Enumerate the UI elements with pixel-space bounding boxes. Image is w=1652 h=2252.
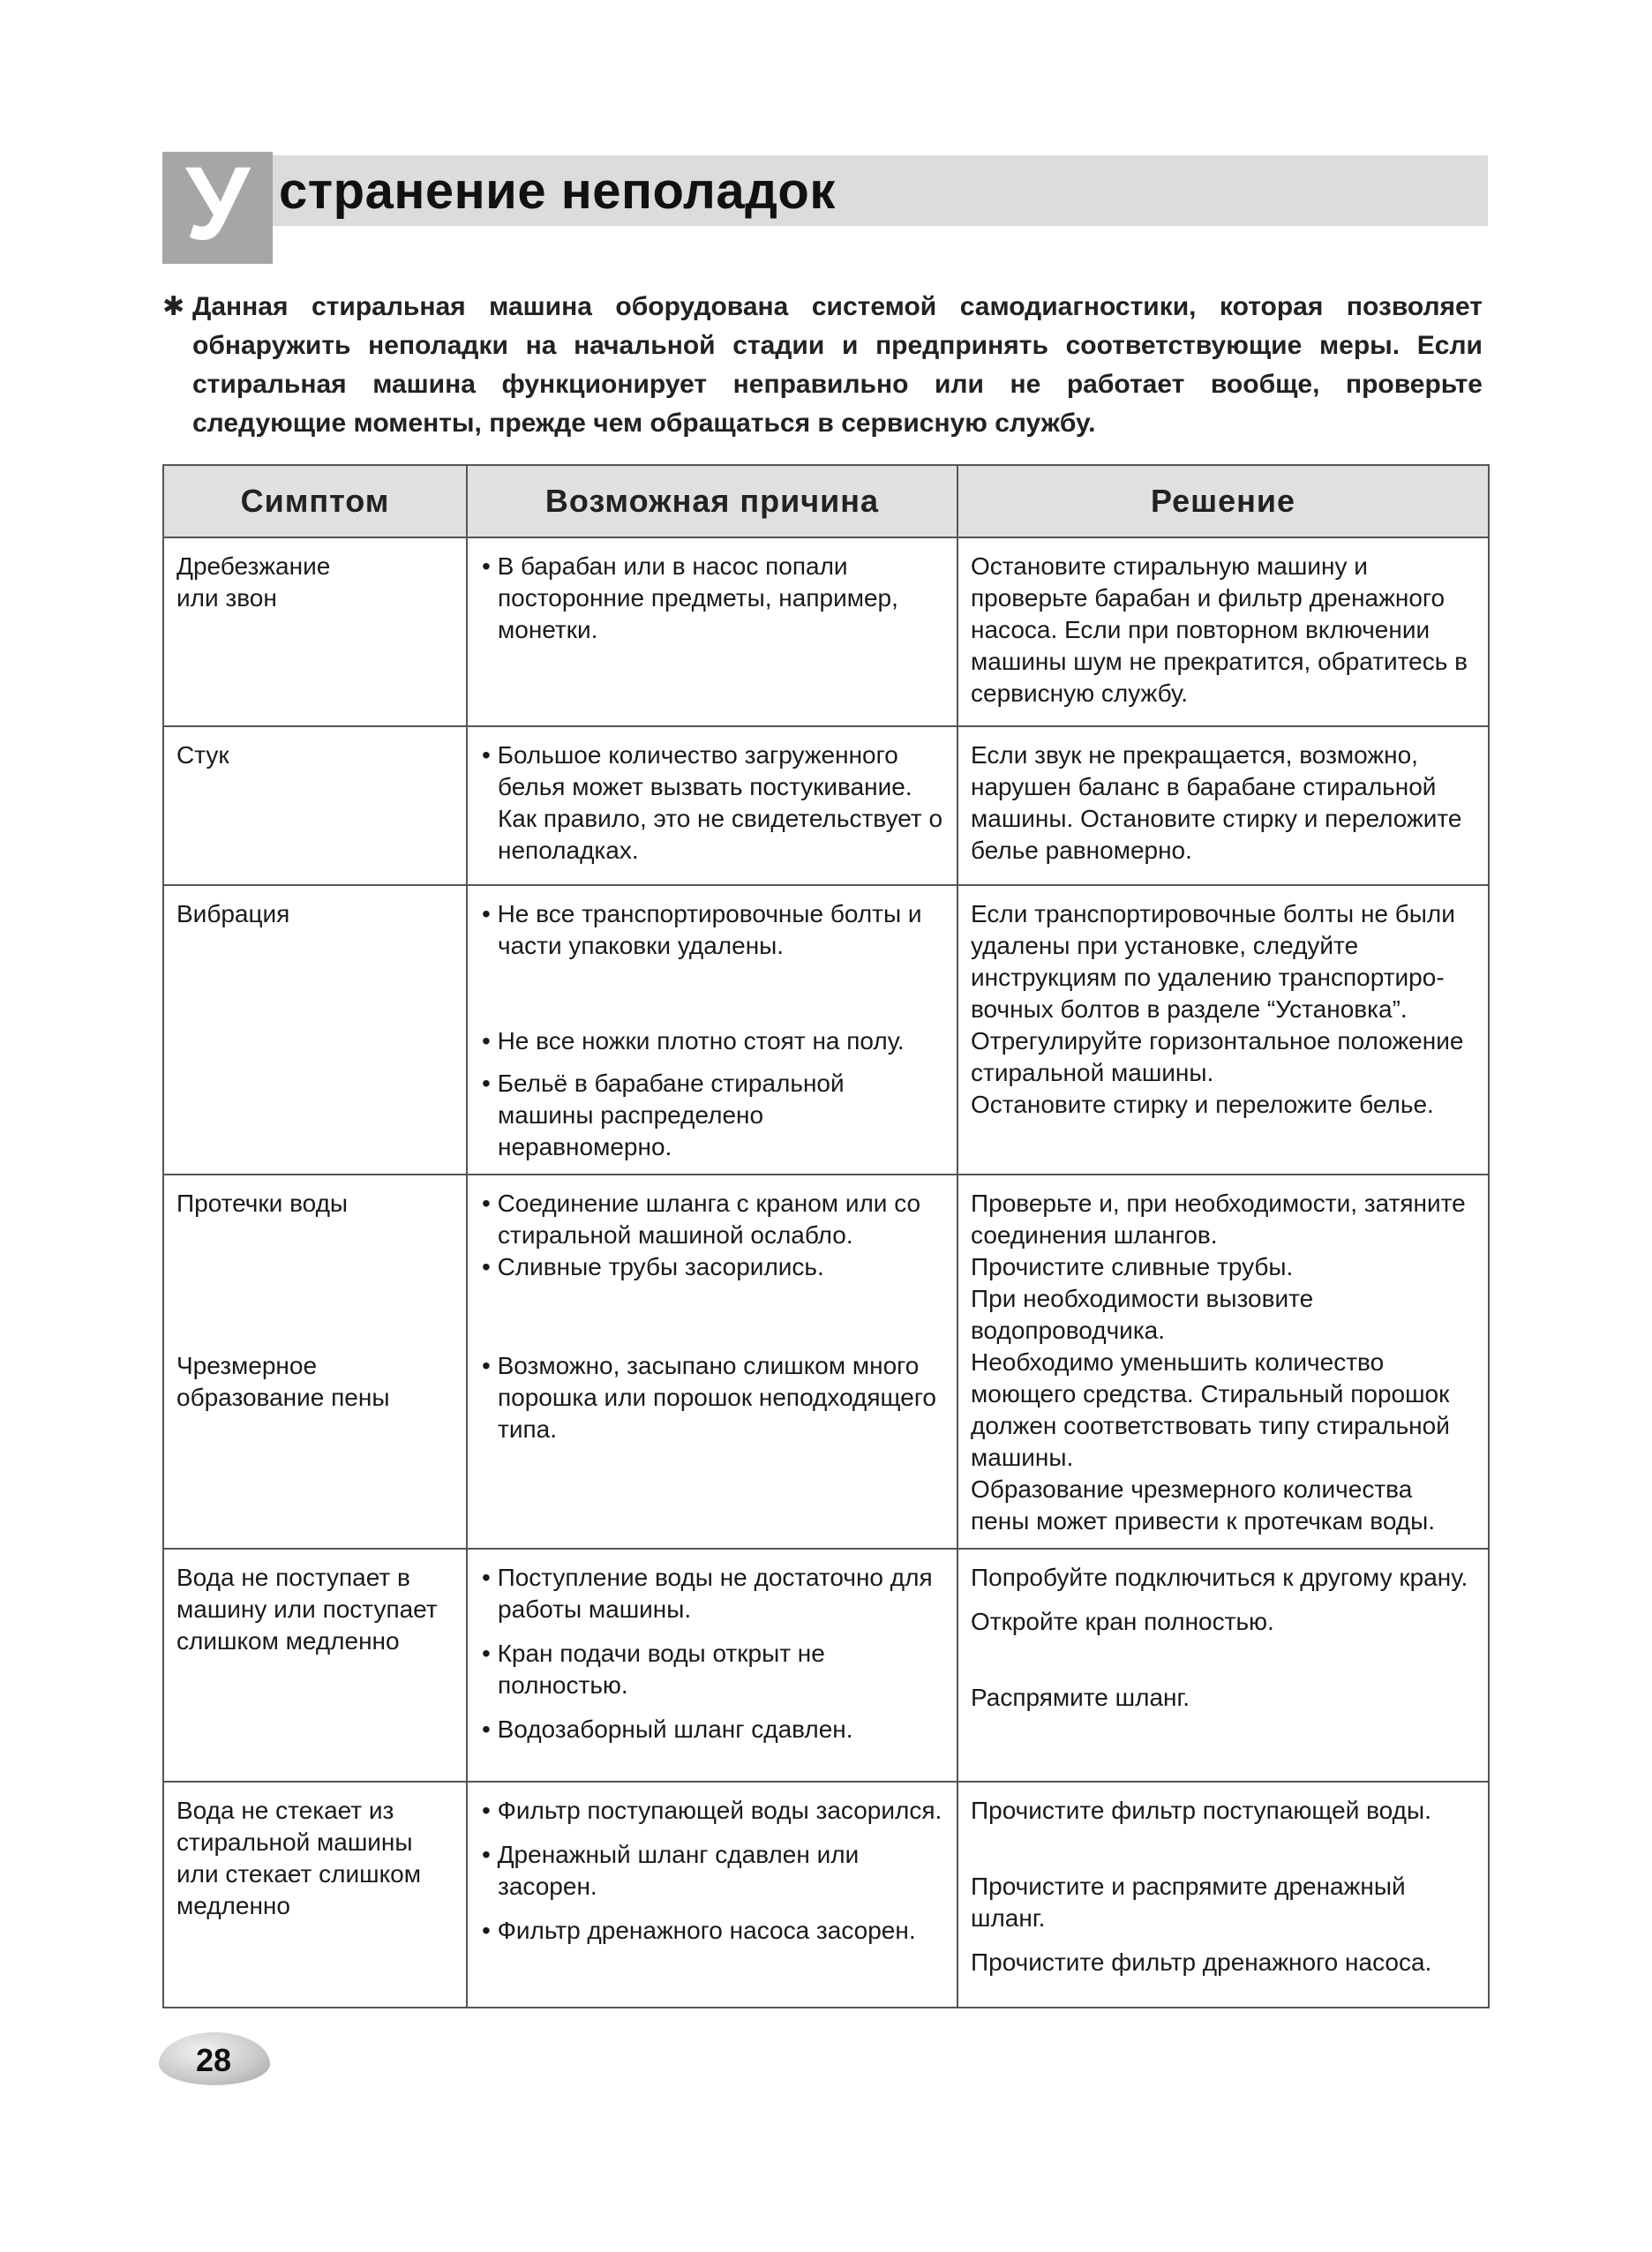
cause-cell — [467, 537, 957, 726]
cause-item: • Возможно, засыпано слишком много порошка или порошок неподходящего типа. — [482, 1352, 936, 1443]
solution-cell — [957, 1549, 1489, 1782]
solution-text: Прочистите фильтр дренажного насоса. — [971, 1948, 1432, 1976]
cause-item: • Бельё в барабане стиральной машины распределено неравномерно. — [482, 1070, 845, 1160]
symptom-cell — [163, 537, 467, 726]
table-row — [163, 537, 1489, 726]
table-header-row — [163, 465, 1489, 537]
cause-item: • Кран подачи воды открыт не полностью. — [482, 1640, 825, 1699]
cause-item: • Фильтр поступающей воды засорился. — [482, 1797, 942, 1824]
symptom-text: Чрезмерное образование пены — [176, 1352, 390, 1411]
symptom-text: Дребезжание — [176, 552, 331, 580]
cause-cell — [467, 1549, 957, 1782]
table-row — [163, 885, 1489, 1175]
solution-text: Отрегулируйте горизонтальное положение стиральной машины. — [971, 1027, 1464, 1086]
cause-item: • Не все ножки плотно стоят на полу. — [482, 1027, 905, 1055]
intro-text: Данная стиральная машина оборудована системой самодиагностики, которая позволяет обнаружить неполадки на начальной стадии и предпринять соответствующие меры. Если стиральная машина функционирует неправильно или не работает вообще, проверьте следующие моменты, прежде чем обращаться в сервисную службу. — [192, 292, 1483, 438]
solution-cell — [957, 726, 1489, 885]
troubleshooting-table — [162, 464, 1490, 2008]
cause-cell — [467, 885, 957, 1175]
solution-text: Остановите стирку и переложите белье. — [971, 1091, 1434, 1118]
solution-cell — [957, 1175, 1489, 1549]
title-initial-letter: У — [162, 152, 273, 264]
solution-text: Откройте кран полностью. — [971, 1608, 1274, 1635]
symptom-cell — [163, 1175, 467, 1549]
cause-item: • Водозаборный шланг сдавлен. — [482, 1715, 853, 1743]
header-solution: Решение — [957, 465, 1489, 537]
solution-text: Остановите стиральную машину и проверьте барабан и фильтр дренажного насоса. Если при повторном включении машины шум не прекратится, обратитесь в сервисную службу. — [971, 552, 1468, 707]
cause-cell — [467, 1175, 957, 1549]
solution-text: Если звук не прекращается, возможно, нарушен баланс в барабане стиральной машины. Остановите стирку и переложите белье равномерно. — [971, 741, 1462, 864]
table-row — [163, 1549, 1489, 1782]
solution-text: Необходимо уменьшить количество моющего средства. Стиральный порошок должен соответствовать типу стиральной машины. — [971, 1348, 1450, 1471]
page-title: странение неполадок — [279, 162, 836, 220]
solution-text: Образование чрезмерного количества пены может привести к протечкам воды. — [971, 1475, 1436, 1535]
table-row — [163, 726, 1489, 885]
symptom-text: Стук — [176, 741, 229, 769]
solution-text: Если транспортировочные болты не были удалены при установке, следуйте инструкциям по удалению транспортиро-вочных болтов в разделе “Установка”. — [971, 900, 1455, 1023]
cause-cell — [467, 726, 957, 885]
cause-item: • Не все транспортировочные болты и части упаковки удалены. — [482, 900, 922, 959]
solution-text: При необходимости вызовите водопроводчика. — [971, 1285, 1314, 1344]
asterisk-icon: ✱ — [162, 292, 185, 321]
symptom-text: Вода не стекает из стиральной машины или стекает слишком медленно — [176, 1797, 421, 1919]
cause-cell — [467, 1782, 957, 2008]
header-symptom: Симптом — [163, 465, 467, 537]
solution-cell — [957, 537, 1489, 726]
solution-text: Прочистите и распрямите дренажный шланг. — [971, 1873, 1406, 1932]
solution-cell — [957, 885, 1489, 1175]
solution-text: Попробуйте подключиться к другому крану. — [971, 1564, 1468, 1591]
cause-item: • Фильтр дренажного насоса засорен. — [482, 1917, 916, 1944]
symptom-text: Протечки воды — [176, 1190, 349, 1217]
solution-cell — [957, 1782, 1489, 2008]
cause-item: • Сливные трубы засорились. — [482, 1253, 824, 1280]
intro-paragraph — [162, 288, 1483, 443]
header-cause: Возможная причина — [467, 465, 957, 537]
cause-item: • Поступление воды не достаточно для работы машины. — [482, 1564, 933, 1623]
symptom-cell — [163, 1549, 467, 1782]
cause-item: • В барабан или в насос попали посторонние предметы, например, монетки. — [482, 552, 898, 643]
symptom-cell — [163, 1782, 467, 2008]
cause-item: • Соединение шланга с краном или со стиральной машиной ослабло. — [482, 1190, 921, 1249]
solution-text: Прочистите фильтр поступающей воды. — [971, 1797, 1431, 1824]
cause-item: • Дренажный шланг сдавлен или засорен. — [482, 1841, 860, 1900]
page-number: 28 — [196, 2042, 232, 2078]
symptom-text: Вода не поступает в машину или поступает слишком медленно — [176, 1564, 438, 1655]
table-row — [163, 1175, 1489, 1549]
solution-text: Распрямите шланг. — [971, 1684, 1190, 1711]
solution-text: Прочистите сливные трубы. — [971, 1253, 1294, 1280]
symptom-text: Вибрация — [176, 900, 290, 927]
page-title-bar — [162, 146, 1488, 264]
cause-item: • Большое количество загруженного белья может вызвать постукивание. Как правило, это не свидетельствует о неполадках. — [482, 741, 943, 864]
table-row — [163, 1782, 1489, 2008]
symptom-cell — [163, 885, 467, 1175]
symptom-cell — [163, 726, 467, 885]
symptom-text: или звон — [176, 584, 277, 612]
solution-text: Проверьте и, при необходимости, затяните соединения шлангов. — [971, 1190, 1466, 1249]
